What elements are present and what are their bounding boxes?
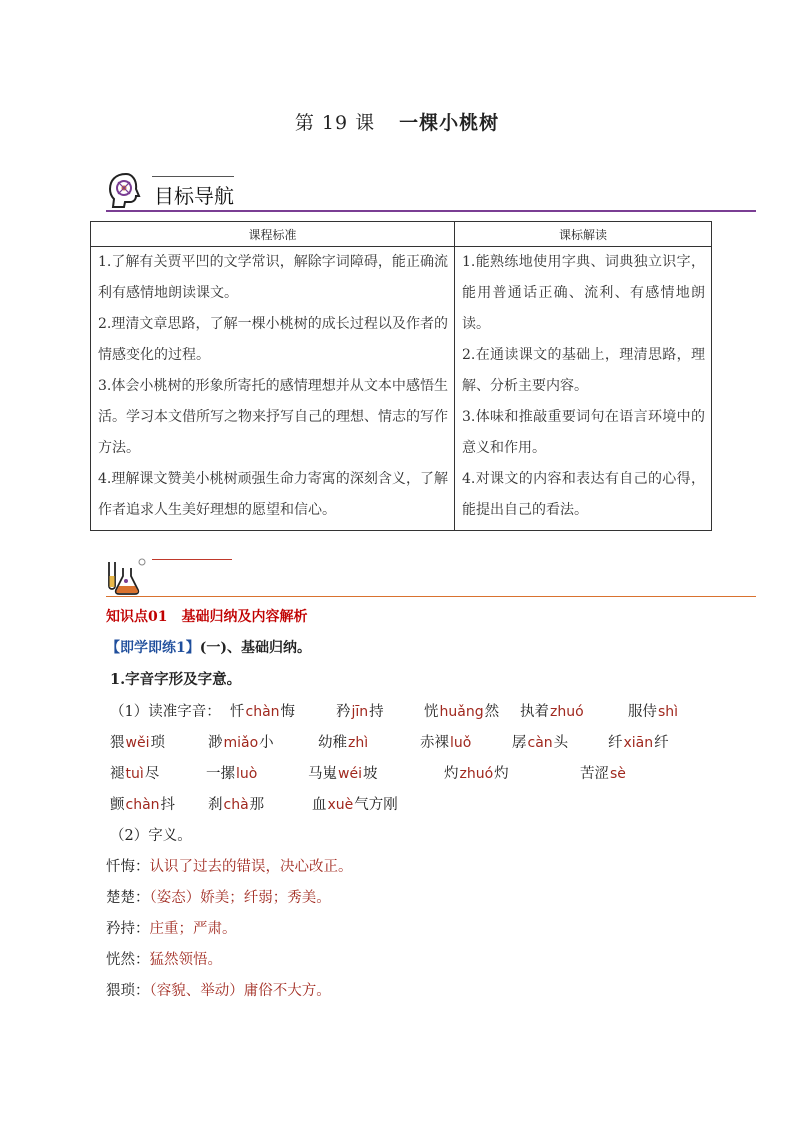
section-divider <box>106 596 756 597</box>
pinyin: wěi <box>125 735 150 751</box>
pinyin: jīn <box>351 704 369 720</box>
interpretation-cell <box>455 247 712 531</box>
def-text: （姿态）娇美；纤弱；秀美。 <box>149 890 331 906</box>
pron-word: 猥 <box>110 735 125 751</box>
pron-rest: 坡 <box>362 766 378 782</box>
pron-word: 孱 <box>512 735 527 751</box>
pron-rest: 抖 <box>160 797 176 813</box>
pron-item <box>424 700 499 721</box>
pinyin: xiān <box>623 735 654 751</box>
pron-rest: 尽 <box>144 766 160 782</box>
pron-item <box>628 700 679 721</box>
pinyin: sè <box>610 766 626 782</box>
practice-text: (一)、基础归纳。 <box>199 640 311 656</box>
pinyin: chàn <box>245 704 280 720</box>
def-word: 忏悔： <box>106 859 150 875</box>
header-topline <box>152 176 234 177</box>
pron-word: 血 <box>312 797 327 813</box>
pron-rest: 头 <box>553 735 569 751</box>
pron-rest: 纤 <box>654 735 669 751</box>
pron-word: 颤 <box>110 797 125 813</box>
pron-word: 纤 <box>608 735 623 751</box>
pron-item <box>520 700 585 721</box>
pron-item <box>312 793 398 814</box>
list-item: 4.理解课文赞美小桃树顽强生命力寄寓的深刻含义，了解作者追求人生美好理想的愿望和信心。 <box>98 471 448 518</box>
list-item: 1.能熟练地使用字典、词典独立识字，能用普通话正确、流利、有感情地朗读。 <box>462 254 705 332</box>
pron-item <box>580 762 627 783</box>
pron-word: 渺 <box>208 735 223 751</box>
pinyin: xuè <box>327 797 354 813</box>
item-heading: 1.字音字形及字意。 <box>110 671 242 688</box>
goals-table <box>90 221 712 531</box>
def-word: 楚楚： <box>106 890 150 906</box>
list-item: 2.在通读课文的基础上，理清思路，理解、分析主要内容。 <box>462 347 705 394</box>
pinyin: tuì <box>125 766 144 782</box>
pron-item <box>110 762 159 783</box>
pinyin: shì <box>658 704 679 720</box>
pron-rest: 小 <box>259 735 274 751</box>
list-item: 3.体会小桃树的形象所寄托的感情理想并从文本中感悟生活。学习本文借所写之物来抒写自己的理想、情志的写作方法。 <box>98 378 448 456</box>
pron-word: 忏 <box>230 704 245 720</box>
pron-item <box>206 762 258 783</box>
list-item: 1.了解有关贾平凹的文学常识，解除字词障碍，能正确流利有感情地朗读课文。 <box>98 254 448 301</box>
def-word: 矜持： <box>106 921 150 937</box>
pron-item <box>512 731 568 752</box>
table-header-standard: 课程标准 <box>91 222 455 247</box>
def-word: 恍然： <box>106 952 150 968</box>
pron-word: 执着 <box>520 704 549 720</box>
def-text: （容貌、举动）庸俗不大方。 <box>149 983 331 999</box>
meaning-sub-heading: （2）字义。 <box>110 828 192 844</box>
standards-cell <box>91 247 455 531</box>
pinyin: miǎo <box>223 735 259 751</box>
pinyin: càn <box>527 735 553 751</box>
definition-item <box>106 979 331 1000</box>
pron-item <box>110 731 165 752</box>
definition-item <box>106 886 331 907</box>
pron-word: 幼稚 <box>318 735 347 751</box>
pron-sub-heading: （1）读准字音： <box>110 704 221 720</box>
header-topline <box>152 559 232 560</box>
section-divider <box>106 210 756 212</box>
pron-word: 矜 <box>336 704 351 720</box>
pron-item <box>208 731 274 752</box>
def-text: 猛然领悟。 <box>149 952 222 968</box>
lab-flask-icon <box>104 556 148 596</box>
pron-word: 恍 <box>424 704 439 720</box>
pron-rest: 悔 <box>280 704 296 720</box>
pron-word: 马嵬 <box>308 766 337 782</box>
pron-item <box>444 762 509 783</box>
pinyin: wéi <box>338 766 362 782</box>
pron-word: 赤裸 <box>420 735 449 751</box>
list-item: 4.对课文的内容和表达有自己的心得，能提出自己的看法。 <box>462 471 705 518</box>
definition-item <box>106 855 353 876</box>
pron-item <box>110 793 175 814</box>
table-header-interpretation: 课标解读 <box>455 222 712 247</box>
pron-rest: 灼 <box>494 766 509 782</box>
knowledge-heading: 知识点01 基础归纳及内容解析 <box>106 609 308 625</box>
def-text: 认识了过去的错误，决心改正。 <box>149 859 353 875</box>
pron-word: 褪 <box>110 766 125 782</box>
section-title: 目标导航 <box>154 184 234 208</box>
pinyin: luò <box>236 766 258 782</box>
pron-item <box>318 731 369 752</box>
pron-item <box>336 700 384 721</box>
pron-rest: 持 <box>369 704 384 720</box>
pron-item <box>608 731 669 752</box>
definition-item <box>106 948 222 969</box>
definition-item <box>106 917 237 938</box>
pron-item <box>230 700 295 721</box>
pron-rest: 气方刚 <box>354 797 398 813</box>
pron-rest: 然 <box>484 704 500 720</box>
pinyin: chà <box>223 797 249 813</box>
pron-item <box>208 793 264 814</box>
def-text: 庄重；严肃。 <box>149 921 237 937</box>
pron-rest: 琐 <box>150 735 165 751</box>
pron-word: 一摞 <box>206 766 235 782</box>
pinyin: zhì <box>348 735 369 751</box>
pron-item <box>420 731 472 752</box>
pinyin: huǎng <box>439 704 484 720</box>
pron-word: 刹 <box>208 797 223 813</box>
lesson-name: 一棵小桃树 <box>399 112 500 134</box>
practice-tag: 【即学即练1】 <box>106 640 200 656</box>
pron-item <box>308 762 377 783</box>
pron-rest: 那 <box>249 797 265 813</box>
practice-line <box>106 637 311 657</box>
pron-word: 苦涩 <box>580 766 609 782</box>
pinyin: chàn <box>125 797 160 813</box>
pron-word: 灼 <box>444 766 459 782</box>
page-title <box>0 108 794 135</box>
list-item: 2.理清文章思路，了解一棵小桃树的成长过程以及作者的情感变化的过程。 <box>98 316 448 363</box>
list-item: 3.体味和推敲重要词句在语言环境中的意义和作用。 <box>462 409 705 456</box>
def-word: 猥琐： <box>106 983 150 999</box>
pinyin: luǒ <box>450 735 472 751</box>
pron-word: 服侍 <box>628 704 657 720</box>
pinyin: zhuó <box>550 704 584 720</box>
pinyin: zhuó <box>459 766 494 782</box>
head-brain-icon <box>106 170 146 210</box>
lesson-number: 第 19 课 <box>294 112 376 134</box>
